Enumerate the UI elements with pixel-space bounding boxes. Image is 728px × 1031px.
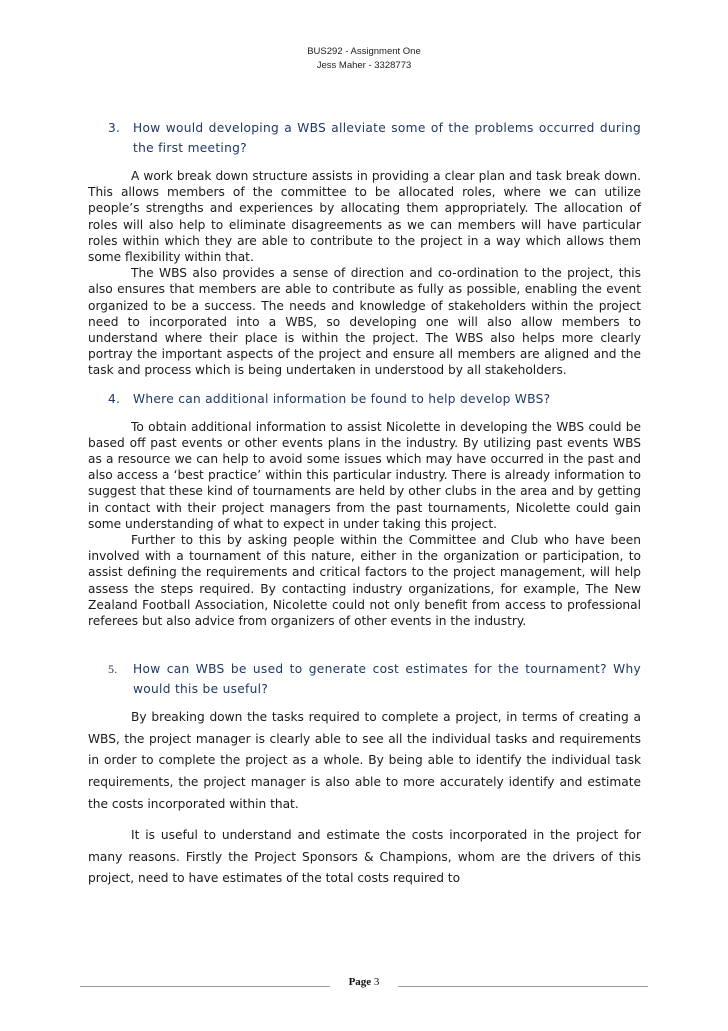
page-label: Page xyxy=(348,976,372,988)
document-body xyxy=(88,118,641,890)
page-footer xyxy=(80,972,648,1000)
header-author: Jess Maher - 3328773 xyxy=(316,60,412,71)
footer-rule-right xyxy=(398,986,648,987)
answer-paragraph: Further to this by asking people within the Committee and Club who have been involved with a tournament of this nature, either in the organization or participation, to assist defining the requirements and critical factors to the project management, will help assess the steps required. By contacting industry organizations, for example, The New Zealand Football Association, Nicolette could not only benefit from access to professional referees but also advice from organizers of other events in the industry. xyxy=(88,533,641,629)
header-course-title: BUS292 - Assignment One xyxy=(307,46,421,57)
answer-paragraph: By breaking down the tasks required to complete a project, in terms of creating a WBS, the project manager is clearly able to see all the individual tasks and requirements in order to complete the project as a whole. By being able to identify the individual task requirements, the project manager is also able to more accurately identify and estimate the costs incorporated within that. xyxy=(88,710,641,811)
question-number: 3. xyxy=(108,121,121,135)
answer-paragraph: The WBS also provides a sense of direction and co-ordination to the project, this also ensures that members are able to contribute as fully as possible, enabling the event organized to be a success. The needs and knowledge of stakeholders within the project need to incorporated into a WBS, so developing one will also allow members to understand where their place is within the project. The WBS also helps more clearly portray the important aspects of the project and ensure all members are aligned and the task and process which is being undertaken in understood by all stakeholders. xyxy=(88,266,641,378)
page-header xyxy=(0,45,728,73)
page-number-value: 3 xyxy=(373,976,380,988)
question-number: 4. xyxy=(108,391,121,406)
question-text: How would developing a WBS alleviate some of the problems occurred during the first meeting? xyxy=(133,121,641,155)
question-number: 5. xyxy=(108,662,118,677)
question-heading xyxy=(108,659,641,699)
question-text: Where can additional information be found to help develop WBS? xyxy=(133,391,551,406)
answer-paragraph: It is useful to understand and estimate the costs incorporated in the project for many reasons. Firstly the Project Sponsors & Champions, whom are the drivers of this project, need to have estimates of the total costs required to xyxy=(88,828,641,886)
question-text: How can WBS be used to generate cost estimates for the tournament? Why would this be useful? xyxy=(133,662,641,697)
answer-paragraph: A work break down structure assists in providing a clear plan and task break down. This allows members of the committee to be allocated roles, where we can utilize people’s strengths and experiences by allocating them appropriately. The allocation of roles will also help to eliminate disagreements as we can members will have particular roles within which they are able to contribute to the project in a way which allows them some flexibility within that. xyxy=(88,169,641,265)
question-heading xyxy=(108,389,641,409)
question-heading xyxy=(108,118,641,158)
section-question-3 xyxy=(88,118,641,379)
section-question-5 xyxy=(88,659,641,890)
answer-paragraph: To obtain additional information to assist Nicolette in developing the WBS could be based off past events or other events plans in the industry. By utilizing past events WBS as a resource we can help to avoid some issues which may have occurred in the past and also access a ‘best practice’ within this particular industry. There is already information to suggest that these kind of tournaments are held by other clubs in the area and by getting in contact with their project managers from the past tournaments, Nicolette could gain some understanding of what to expect in under taking this project. xyxy=(88,419,641,531)
section-question-4 xyxy=(88,389,641,630)
